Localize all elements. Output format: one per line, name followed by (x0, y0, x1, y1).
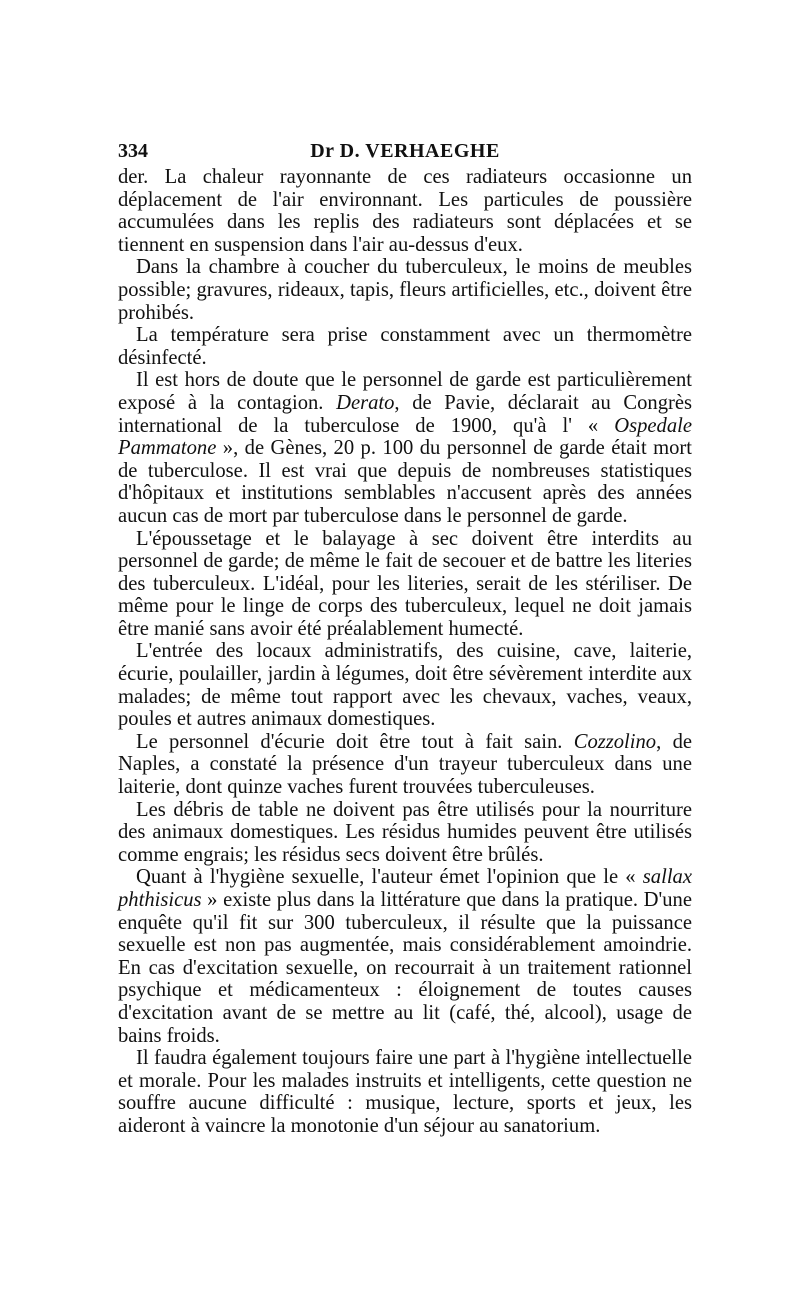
running-title: Dr D. VERHAEGHE (310, 140, 500, 162)
page-header (118, 136, 692, 166)
paragraph-ecurie (118, 731, 692, 799)
paragraph-temperature: La température sera prise constamment avec un thermomètre désinfecté. (118, 324, 692, 369)
text-run: , de Naples, a constaté la présence d'un trayeur tuberculeux dans une laiterie, dont quinze vaches furent trouvées tuberculeuses. (118, 730, 693, 799)
italic-hospital-name: Ospedale Pammatone (118, 414, 692, 460)
text-run: », de Gènes, 20 p. 100 du personnel de garde était mort de tuberculose. Il est vrai que depuis de nombreuses statistiques d'hôpitaux et institutions semblables n'accusent après des années aucun cas de mort par tuberculose dans le personnel de garde. (118, 437, 692, 527)
paragraph-epoussetage: L'époussetage et le balayage à sec doivent être interdits au personnel de garde; de même le fait de secouer et de battre les literies des tuberculeux. L'idéal, pour les literies, serait de les stériliser. De même pour le linge de corps des tuberculeux, lequel ne doit jamais être manié sans avoir été préalablement humecté. (118, 527, 692, 640)
text-run: Quant à l'hygiène sexuelle, l'auteur émet l'opinion que le « (136, 866, 643, 889)
text-run: , de Pavie, déclarait au Congrès international de la tuberculose de 1900, qu'à l' « (118, 391, 693, 437)
paragraph-radiateurs: der. La chaleur rayonnante de ces radiateurs occasionne un déplacement de l'air environnant. Les particules de poussière accumulées dans les replis des radiateurs sont déplacées et se tiennent en suspension dans l'air au-dessus d'eux. (118, 166, 692, 256)
text-run: Le personnel d'écurie doit être tout à fait sain. (136, 730, 574, 753)
paragraph-hygiene-morale: Il faudra également toujours faire une part à l'hygiène intellectuelle et morale. Pour les malades instruits et intelligents, cette question ne souffre aucune difficulté : musique, lecture, sports et jeux, les aideront à vaincre la monotonie d'un séjour au sanatorium. (118, 1047, 692, 1137)
body-text (118, 166, 692, 1138)
italic-latin-term: sallax phthisicus (118, 866, 692, 911)
text-run: » existe plus dans la littérature que dans la pratique. D'une enquête qu'il fit sur 300 tuberculeux, il résulte que la puissance sexuelle est non pas augmentée, mais considérablement amoindrie. En cas d'excitation sexuelle, on recourrait à un traitement rationnel psychique et médicamenteux : éloignement de toutes causes d'excitation avant de se mettre au lit (café, thé, alcool), usage de bains froids. (118, 889, 692, 1047)
italic-author-derato: Derato (336, 391, 395, 414)
text-run: Il est hors de doute que le personnel de garde est particulièrement exposé à la contagion. (118, 369, 692, 414)
page-number: 334 (118, 140, 148, 162)
book-page (118, 136, 692, 1138)
paragraph-debris: Les débris de table ne doivent pas être utilisés pour la nourriture des animaux domestiques. Les résidus humides peuvent être utilisés comme engrais; les résidus secs doivent être brûlés. (118, 798, 692, 866)
paragraph-locaux: L'entrée des locaux administratifs, des cuisine, cave, laiterie, écurie, poulailler, jardin à légumes, doit être sévèrement interdite aux malades; de même tout rapport avec les chevaux, vaches, veaux, poules et autres animaux domestiques. (118, 640, 692, 731)
paragraph-hygiene-sexuelle (118, 866, 692, 1047)
paragraph-chambre: Dans la chambre à coucher du tuberculeux, le moins de meubles possible; gravures, rideaux, tapis, fleurs artificielles, etc., doivent être prohibés. (118, 256, 692, 324)
italic-author-cozzolino: Cozzolino (573, 730, 657, 753)
paragraph-personnel-garde (118, 369, 692, 527)
